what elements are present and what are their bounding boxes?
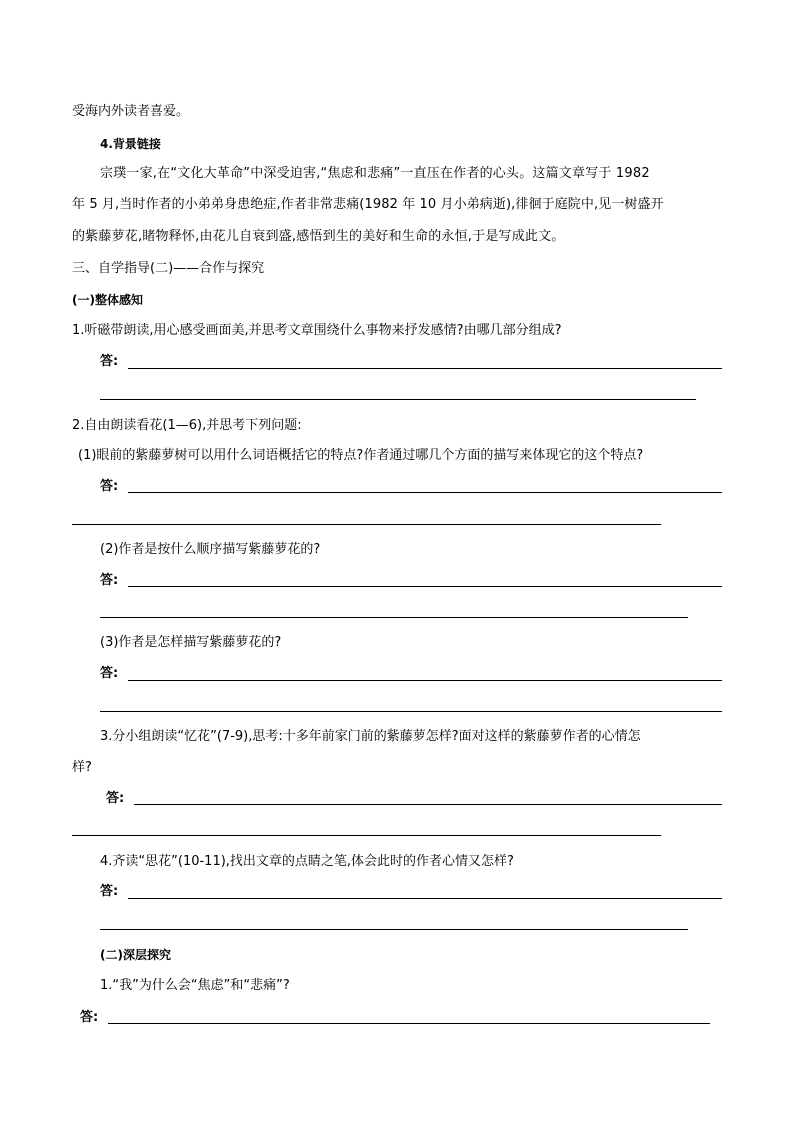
- question-2-3: (3)作者是怎样描写紫藤萝花的?: [100, 635, 282, 650]
- question-2-2: (2)作者是按什么顺序描写紫藤萝花的?: [100, 542, 321, 557]
- answer-line[interactable]: [108, 1023, 710, 1024]
- question-2: 2.自由朗读看花(1—6),并思考下列问题:: [72, 418, 302, 433]
- background-line-1: 宗璞一家,在“文化大革命”中深受迫害,“焦虑和悲痛”一直压在作者的心头。这篇文章写于 1982: [100, 166, 650, 181]
- answer-line[interactable]: [128, 680, 722, 681]
- answer-label: 答:: [106, 791, 125, 806]
- answer-line[interactable]: [128, 586, 722, 587]
- question-3-line-1: 3.分小组朗读“忆花”(7-9),思考:十多年前家门前的紫藤萝怎样?面对这样的紫藤萝作者的心情怎: [100, 729, 641, 744]
- answer-line[interactable]: [72, 524, 661, 525]
- answer-line[interactable]: [128, 898, 722, 899]
- answer-label: 答:: [100, 884, 119, 899]
- answer-line[interactable]: [100, 929, 688, 930]
- background-line-3: 的紫藤萝花,睹物释怀,由花儿自衰到盛,感悟到生的美好和生命的永恒,于是写成此文。: [72, 229, 565, 244]
- answer-label: 答:: [100, 573, 119, 588]
- deep-question-1: 1.“我”为什么会“焦虑”和“悲痛”?: [100, 978, 290, 993]
- answer-line[interactable]: [100, 711, 722, 712]
- part-heading-deep: (二)深层探究: [100, 948, 171, 962]
- question-2-1: (1)眼前的紫藤萝树可以用什么词语概括它的特点?作者通过哪几个方面的描写来体现它的这个特点?: [78, 448, 644, 463]
- part-heading-overall: (一)整体感知: [72, 293, 143, 307]
- question-3-line-2: 样?: [72, 760, 92, 775]
- answer-line[interactable]: [100, 399, 696, 400]
- section-heading-background: 4.背景链接: [100, 137, 161, 151]
- paragraph-end: 受海内外读者喜爱。: [72, 104, 190, 119]
- answer-line[interactable]: [128, 368, 722, 369]
- section-title: 三、自学指导(二)——合作与探究: [72, 261, 265, 276]
- answer-label: 答:: [100, 354, 119, 369]
- answer-line[interactable]: [134, 804, 722, 805]
- answer-line[interactable]: [128, 492, 722, 493]
- question-4: 4.齐读“思花”(10-11),找出文章的点睛之笔,体会此时的作者心情又怎样?: [100, 854, 514, 869]
- answer-label: 答:: [100, 666, 119, 681]
- answer-label: 答:: [100, 479, 119, 494]
- answer-line[interactable]: [72, 835, 661, 836]
- answer-label: 答:: [80, 1010, 99, 1025]
- question-1: 1.听磁带朗读,用心感受画面美,并思考文章围绕什么事物来抒发感情?由哪几部分组成?: [72, 323, 562, 338]
- background-line-2: 年 5 月,当时作者的小弟弟身患绝症,作者非常悲痛(1982 年 10 月小弟病逝),徘徊于庭院中,见一树盛开: [72, 197, 664, 212]
- answer-line[interactable]: [100, 617, 688, 618]
